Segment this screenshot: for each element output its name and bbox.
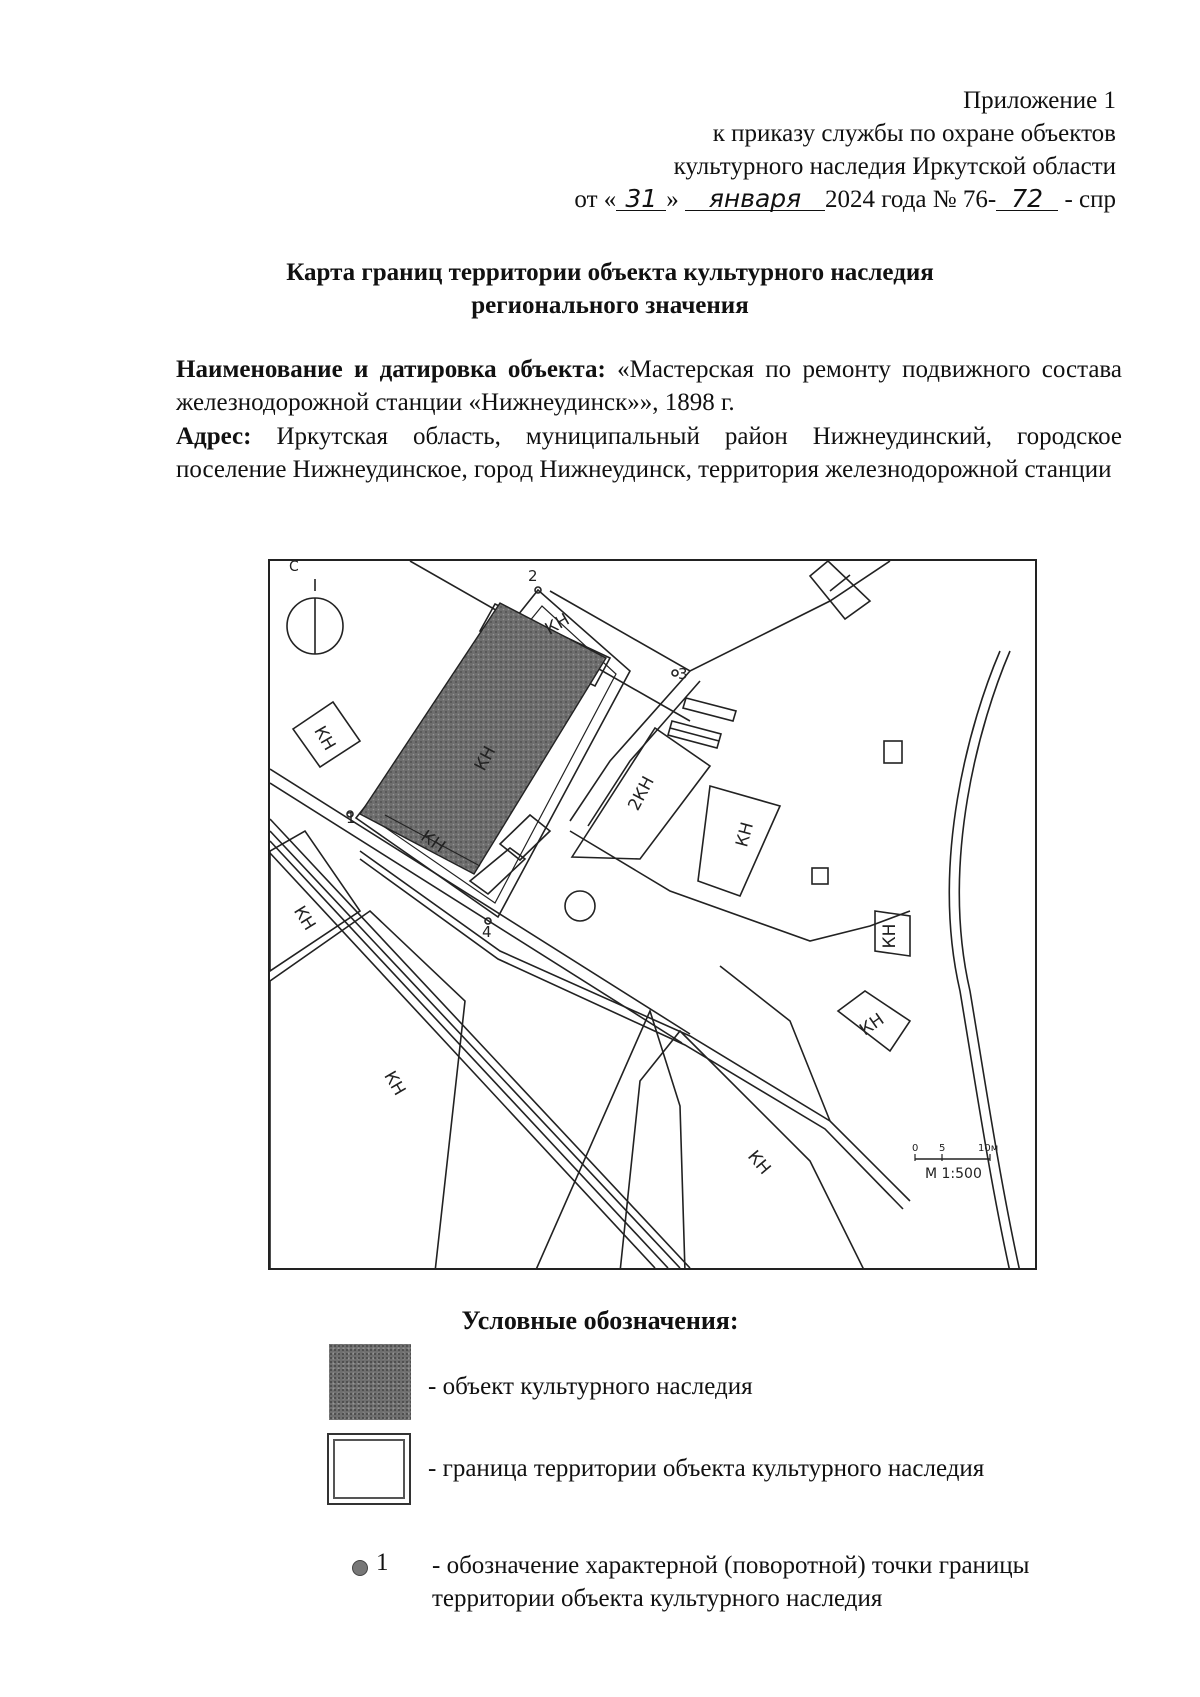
map-label-kn: КН xyxy=(470,742,501,775)
date-month-handwritten: января xyxy=(685,188,825,211)
order-suffix: - спр xyxy=(1064,186,1116,213)
point-label-4: 4 xyxy=(482,923,492,941)
object-address-paragraph xyxy=(176,420,1122,486)
point-label-1: 1 xyxy=(346,809,356,827)
date-year-text: 2024 года № 76- xyxy=(825,186,997,213)
legend-point-icon xyxy=(352,1560,368,1576)
heritage-object-shape xyxy=(360,603,606,874)
object-address-value: Иркутская область, муниципальный район Нижнеудинский, городское поселение Нижнеудинское, город Нижнеудинск, территория железнодорожной станции xyxy=(176,423,1122,483)
appendix-date-line xyxy=(574,183,1116,216)
appendix-line-3: культурного наследия Иркутской области xyxy=(673,153,1116,180)
north-label: С xyxy=(289,561,299,575)
title-line-1: Карта границ территории объекта культурного наследия xyxy=(286,259,934,286)
appendix-header xyxy=(574,84,1116,216)
scale-ratio: М 1:500 xyxy=(925,1166,982,1182)
map-label-2kn: 2КН xyxy=(624,773,659,815)
legend-title: Условные обозначения: xyxy=(461,1306,739,1335)
legend-point-number: 1 xyxy=(376,1549,389,1576)
map-label-kn: КН xyxy=(309,722,340,755)
point-label-3: 3 xyxy=(678,665,688,683)
map-label-kn: КН xyxy=(416,826,449,858)
title-line-2: регионального значения xyxy=(471,292,749,319)
object-address-label: Адрес: xyxy=(176,423,252,450)
object-name-paragraph xyxy=(176,353,1122,419)
legend-heritage-text: - объект культурного наследия xyxy=(428,1373,753,1400)
map-label-kn: КН xyxy=(880,923,900,949)
scale-mid: 5 xyxy=(939,1143,946,1154)
point-label-2: 2 xyxy=(528,567,538,585)
map-label-kn: КН xyxy=(541,609,574,640)
date-day-handwritten: 31 xyxy=(616,188,666,211)
order-number-handwritten: 72 xyxy=(996,188,1058,211)
scale-zero: 0 xyxy=(912,1143,919,1154)
map-drawing xyxy=(270,561,1037,1270)
map-label-kn: КН xyxy=(289,902,320,935)
boundary-map xyxy=(268,559,1037,1270)
appendix-line-1: Приложение 1 xyxy=(963,87,1116,114)
map-label-kn: КН xyxy=(379,1067,410,1100)
date-prefix: от « xyxy=(574,186,617,213)
legend-point-text: - обозначение характерной (поворотной) точки границы территории объекта культурного наследия xyxy=(432,1552,1030,1612)
map-label-kn: КН xyxy=(732,820,759,850)
legend-boundary-text: - граница территории объекта культурного наследия xyxy=(428,1455,985,1482)
scale-max: 10м xyxy=(978,1143,999,1154)
object-name-label: Наименование и датировка объекта: xyxy=(176,356,606,383)
document-title xyxy=(150,256,1070,322)
map-label-kn: КН xyxy=(856,1009,889,1041)
legend-heritage-swatch xyxy=(329,1344,411,1420)
scale-bar xyxy=(912,1143,998,1182)
object-name-value: «Мастерская по ремонту подвижного состава железнодорожной станции «Нижнеудинск»», 1898 г. xyxy=(176,356,1122,416)
date-day-close: » xyxy=(666,186,679,213)
legend-boundary-swatch xyxy=(327,1433,411,1505)
map-label-kn: КН xyxy=(743,1146,775,1179)
appendix-line-2: к приказу службы по охране объектов xyxy=(712,120,1116,147)
